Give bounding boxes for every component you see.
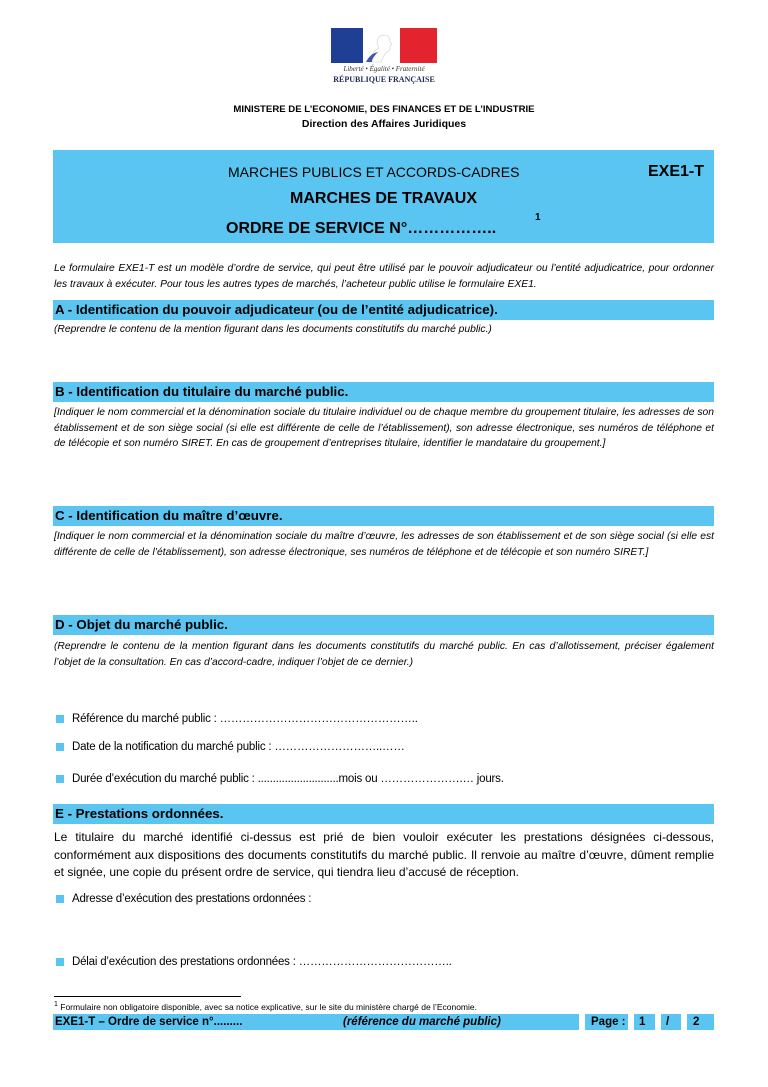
footer-reference: (référence du marché public) <box>343 1016 501 1028</box>
bullet-square-icon <box>56 775 64 783</box>
footer-page-total: 2 <box>693 1016 700 1028</box>
footer-separator <box>655 1014 661 1030</box>
execution-duration-label: Durée d’exécution du marché public : ...........................mois ou ………………….… jours. <box>72 773 504 785</box>
footnote-number: 1 <box>54 1001 58 1008</box>
page-footer <box>53 1014 714 1030</box>
notification-date-field[interactable] <box>56 741 405 753</box>
form-code: EXE1-T <box>647 163 704 180</box>
footer-separator <box>628 1014 634 1030</box>
execution-delay-label: Délai d’exécution des prestations ordonnées : ………………………………….. <box>72 956 452 968</box>
direction-name: Direction des Affaires Juridiques <box>301 118 467 130</box>
footnote-text: Formulaire non obligatoire disponible, avec sa notice explicative, sur le site du ministère chargé de l’Economie. <box>57 1001 477 1012</box>
section-d-help: (Reprendre le contenu de la mention figurant dans les documents constitutifs du marché public. En cas d’allotissement, préciser également l’objet de la consultation. En cas d’accord-cadre, indiquer l’objet de ce dernier.) <box>54 641 714 668</box>
section-b-header: B - Identification du titulaire du marché public. <box>53 382 714 402</box>
intro-text: Le formulaire EXE1-T est un modèle d’ordre de service, qui peut être utilisé par le pouvoir adjudicateur ou l’entité adjudicatrice, pour ordonner les travaux à exécuter. Pour tous les autres types de marchés, l’acheteur public utilise le formulaire EXE1. <box>54 263 714 290</box>
order-number-field[interactable]: ORDRE DE SERVICE N°…………….. <box>226 220 497 237</box>
contract-reference-field[interactable] <box>56 713 418 725</box>
logo-motto: Liberté • Égalité • Fraternité <box>343 65 425 73</box>
footer-page-number: 1 <box>639 1016 646 1028</box>
section-c-help: [Indiquer le nom commercial et la dénomination sociale du maître d’œuvre, les adresses de son établissement et de son siège social (si elle est différente de celle de l’établissement), son adresse électronique, ses numéros de téléphone et de télécopie et son numéro SIRET.] <box>54 531 714 558</box>
ministry-name: MINISTERE DE L’ECONOMIE, DES FINANCES ET DE L’INDUSTRIE <box>233 104 535 115</box>
section-c-header: C - Identification du maître d’œuvre. <box>53 506 714 526</box>
section-e-text: Le titulaire du marché identifié ci-dessus est prié de bien vouloir exécuter les prestations désignées ci-dessous, conformément aux dispositions des documents constitutifs du marché public. Il renvoie au maître d’œuvre, dûment remplie et signée, une copie du présent ordre de service, qui tiendra lieu d’accusé de réception. <box>54 830 714 879</box>
footnote-divider <box>54 996 241 997</box>
section-b-help: [Indiquer le nom commercial et la dénomination sociale du titulaire individuel ou de chaque membre du groupement titulaire, les adresses de son établissement et de son siège social (si elle est différente de celle de l’établissement), son adresse électronique, ses numéros de téléphone et de télécopie et son numéro SIRET. En cas de groupement d’entreprises titulaire, identifier le mandataire du groupement.] <box>54 407 714 449</box>
notification-date-label: Date de la notification du marché public : ………………………..…… <box>72 741 405 753</box>
section-a-header: A - Identification du pouvoir adjudicateur (ou de l’entité adjudicatrice). <box>53 300 714 320</box>
footer-page-label: Page : <box>591 1016 626 1028</box>
bullet-square-icon <box>56 715 64 723</box>
bullet-square-icon <box>56 958 64 966</box>
section-e-header: E - Prestations ordonnées. <box>53 804 714 824</box>
republique-francaise-logo <box>331 28 437 92</box>
execution-address-label: Adresse d’exécution des prestations ordonnées : <box>72 893 312 905</box>
section-a-help: (Reprendre le contenu de la mention figurant dans les documents constitutifs du marché public.) <box>54 324 492 335</box>
flag-blue-band <box>331 28 363 63</box>
flag-red-band <box>400 28 437 63</box>
banner-type: MARCHES PUBLICS ET ACCORDS-CADRES <box>228 164 520 180</box>
contract-reference-label: Référence du marché public : …………………………………………….. <box>72 713 418 725</box>
execution-address-field[interactable] <box>56 893 311 905</box>
logo-country: RÉPUBLIQUE FRANÇAISE <box>333 75 435 84</box>
bullet-square-icon <box>56 895 64 903</box>
marianne-icon <box>363 28 400 63</box>
section-d-header: D - Objet du marché public. <box>53 615 714 635</box>
footer-separator <box>681 1014 687 1030</box>
form-banner <box>53 150 714 243</box>
footer-form-label: EXE1-T – Ordre de service n°......... <box>55 1016 243 1028</box>
banner-title: MARCHES DE TRAVAUX <box>290 190 477 207</box>
footer-separator <box>579 1014 585 1030</box>
execution-duration-field[interactable] <box>56 773 504 785</box>
execution-delay-field[interactable] <box>56 956 452 968</box>
bullet-square-icon <box>56 743 64 751</box>
footnote <box>54 1001 477 1012</box>
footer-page-sep: / <box>666 1016 670 1028</box>
footnote-ref: 1 <box>535 212 541 223</box>
